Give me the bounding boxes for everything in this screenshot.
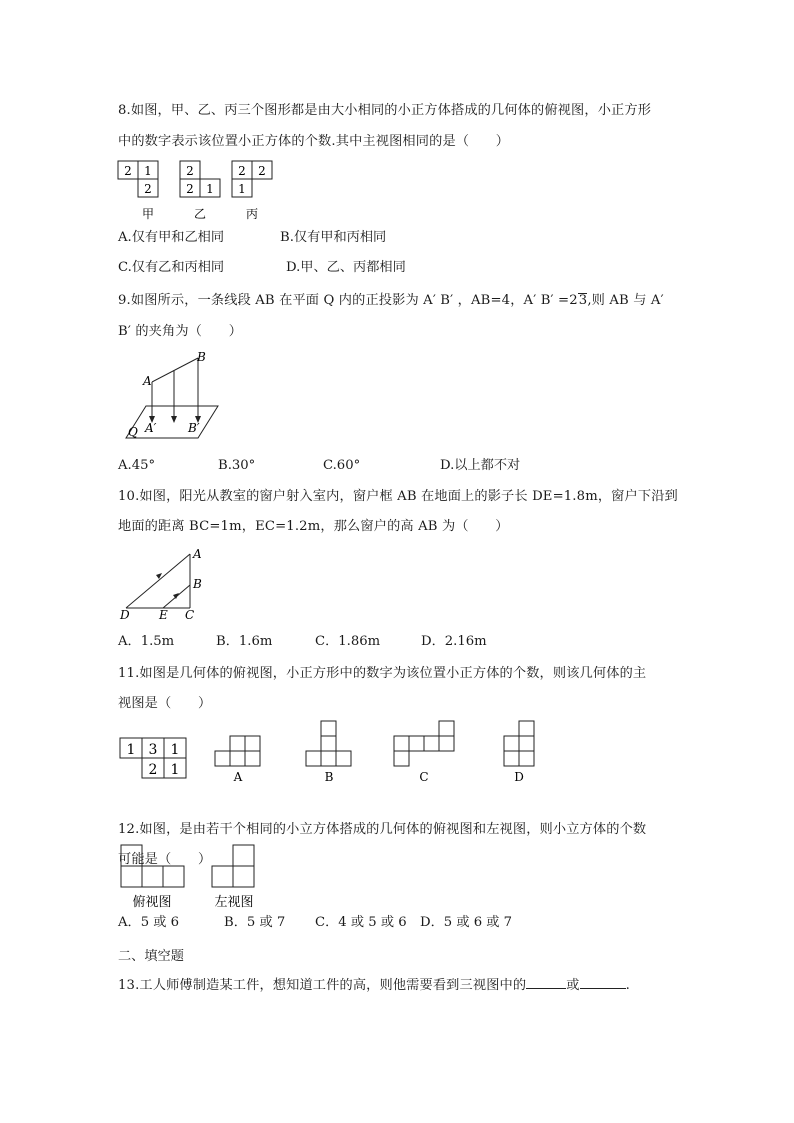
q12-option-b: B．5 或 7 xyxy=(224,915,286,930)
q10-option-d: D．2.16m xyxy=(421,634,487,649)
q9-option-c: C.60° xyxy=(323,458,361,473)
q9-text-line1-post: ,则 AB 与 A′ xyxy=(587,293,664,308)
q8-jia-cell: 2 xyxy=(124,164,132,178)
q11-label-d: D xyxy=(514,770,524,784)
q11-figure xyxy=(118,720,548,786)
q8-bing-cell: 2 xyxy=(258,164,266,178)
q10-option-c: C．1.86m xyxy=(315,634,381,649)
q12-left-view-label: 左视图 xyxy=(214,895,254,910)
q8-yi-label: 乙 xyxy=(193,207,207,221)
q10-option-a: A．1.5m xyxy=(118,634,175,649)
q10-label-b: B xyxy=(193,577,202,591)
q11-cell: 2 xyxy=(148,762,158,778)
q11-cell: 1 xyxy=(170,762,180,778)
q10-text-line2: 地面的距离 BC=1m，EC=1.2m，那么窗户的高 AB 为（ ） xyxy=(118,519,509,534)
q8-option-c: C.仅有乙和丙相同 xyxy=(118,260,225,275)
q11-label-a: A xyxy=(233,770,243,784)
q8-bing-cell: 1 xyxy=(238,182,246,196)
q12-left-view xyxy=(212,845,254,887)
q12-option-d: D．5 或 6 或 7 xyxy=(420,915,513,930)
q9-text-line2: B′ 的夹角为（ ） xyxy=(118,324,243,339)
q11-cell: 3 xyxy=(148,742,158,758)
q10-label-a: A xyxy=(193,547,202,561)
q11-label-c: C xyxy=(419,770,429,784)
q10-figure xyxy=(118,548,208,624)
q12-option-a: A．5 或 6 xyxy=(118,915,180,930)
q10-option-b: B．1.6m xyxy=(216,634,273,649)
q13-text-pre: 13.工人师傅制造某工件，想知道工件的高，则他需要看到三视图中的 xyxy=(118,978,527,993)
q9-label-a-prime: A′ xyxy=(145,421,157,435)
q8-yi-cell: 2 xyxy=(186,182,194,196)
q12-top-view xyxy=(121,845,184,887)
q12-top-view-label: 俯视图 xyxy=(132,895,172,910)
q9-text-line1-pre: 9.如图所示，一条线段 AB 在平面 Q 内的正投影为 A′ B′ ，AB=4，A′ B′ =2 xyxy=(118,293,578,308)
q11-label-b: B xyxy=(324,770,334,784)
q12-figure xyxy=(118,844,268,910)
q8-jia-label: 甲 xyxy=(141,207,155,221)
q8-bing-cell: 2 xyxy=(238,164,246,178)
q11-cell: 1 xyxy=(126,742,136,758)
q8-yi-cell: 2 xyxy=(186,164,194,178)
q10-label-d: D xyxy=(120,608,130,622)
q8-jia-cell: 1 xyxy=(144,164,152,178)
q13-blank-1[interactable] xyxy=(526,976,566,989)
q10-text-line1: 10.如图，阳光从教室的窗户射入室内，窗户框 AB 在地面上的影子长 DE=1.8m，窗户下沿到 xyxy=(118,489,678,504)
q8-option-a: A.仅有甲和乙相同 xyxy=(118,230,225,245)
q8-option-b: B.仅有甲和丙相同 xyxy=(280,230,387,245)
q11-text-line1: 11.如图是几何体的俯视图，小正方形中的数字为该位置小正方体的个数，则该几何体的主 xyxy=(118,666,647,681)
section-title: 二、填空题 xyxy=(118,949,184,964)
q13-text-mid: 或 xyxy=(566,978,580,993)
q11-cell: 1 xyxy=(170,742,180,758)
q9-figure xyxy=(118,350,228,446)
q13-text-post: . xyxy=(625,978,630,993)
q10-label-e: E xyxy=(159,608,168,622)
q11-option-d-view xyxy=(504,721,534,766)
q8-text-line2: 中的数字表示该位置小正方体的个数.其中主视图相同的是（ ） xyxy=(118,134,510,149)
q11-option-b-view xyxy=(306,721,351,766)
q8-text-line1: 8.如图，甲、乙、丙三个图形都是由大小相同的小正方体搭成的几何体的俯视图，小正方形 xyxy=(118,103,652,118)
q9-option-d: D.以上都不对 xyxy=(440,458,521,473)
q9-label-a: A xyxy=(143,374,152,388)
q8-bing-label: 丙 xyxy=(245,207,259,221)
q9-label-b: B xyxy=(197,350,206,364)
q13-text xyxy=(118,976,630,995)
q10-label-c: C xyxy=(185,608,195,622)
q9-option-a: A.45° xyxy=(118,458,156,473)
q9-option-b: B.30° xyxy=(218,458,256,473)
q12-option-c: C．4 或 5 或 6 xyxy=(315,915,407,930)
q11-option-a-view xyxy=(215,736,260,766)
q11-text-line2: 视图是（ ） xyxy=(118,696,212,711)
q9-label-q: Q xyxy=(128,425,138,439)
q8-figure xyxy=(118,161,278,221)
q13-blank-2[interactable] xyxy=(580,976,626,989)
q11-option-c-view xyxy=(394,721,454,766)
q9-label-b-prime: B′ xyxy=(188,421,200,435)
q8-yi-cell: 1 xyxy=(206,182,214,196)
q12-text-line1: 12.如图，是由若干个相同的小立方体搭成的几何体的俯视图和左视图，则小立方体的个数 xyxy=(118,822,647,837)
q8-jia-cell: 2 xyxy=(144,182,152,196)
q12-text-line2: 可能是（ ） xyxy=(118,852,212,867)
q9-sqrt: 3 xyxy=(578,293,588,308)
q9-text-line1 xyxy=(118,292,664,310)
q8-option-d: D.甲、乙、丙都相同 xyxy=(286,260,406,275)
